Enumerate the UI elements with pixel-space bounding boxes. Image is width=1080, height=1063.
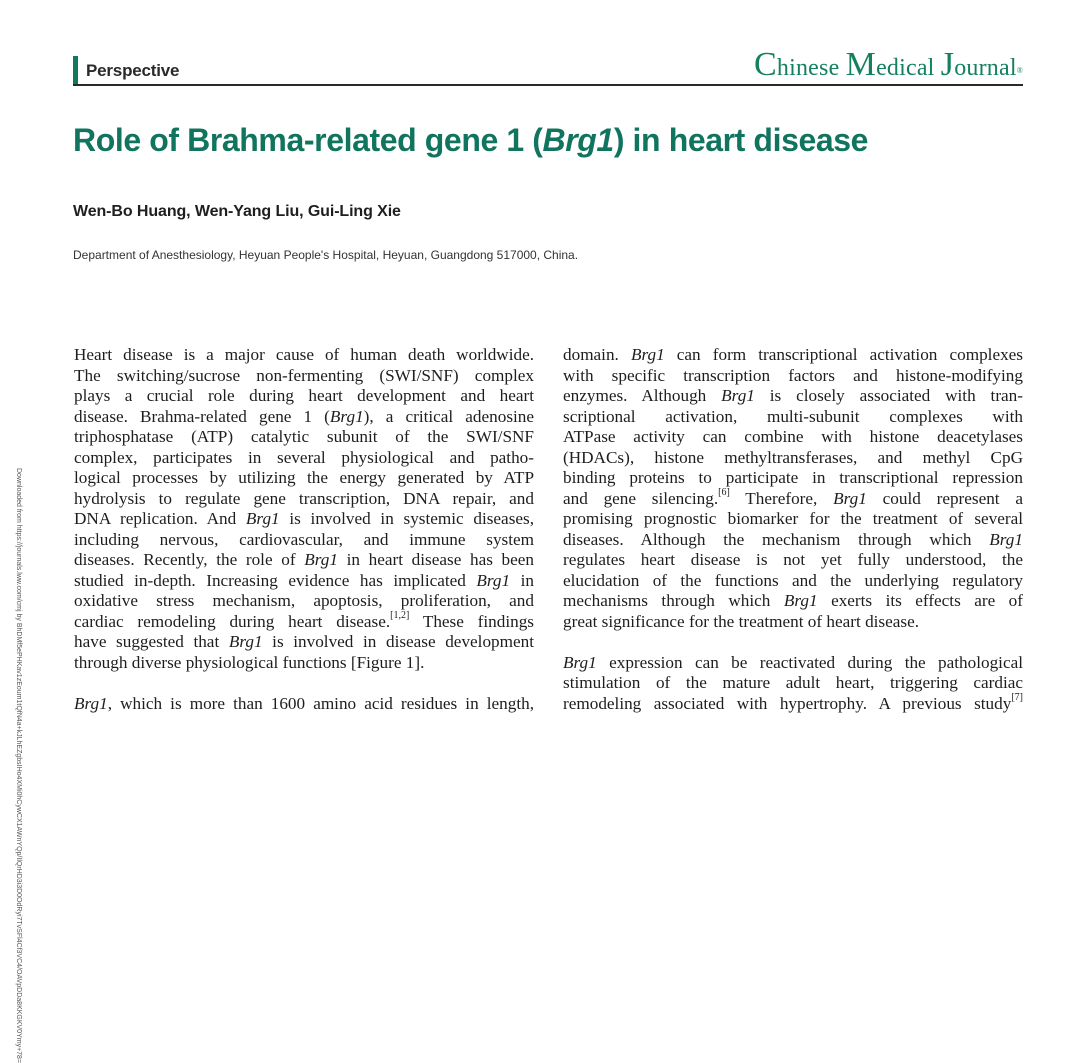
citation: [6] (718, 486, 730, 498)
text-line (74, 591, 534, 612)
text-segment: triphosphatase (ATP) catalytic subunit of the SWI/SNF (74, 427, 534, 446)
text-line (563, 530, 1023, 551)
author-list: Wen-Bo Huang, Wen-Yang Liu, Gui-Ling Xie (73, 203, 401, 220)
paragraph-gap (563, 632, 1023, 653)
gene-name: Brg1 (329, 406, 364, 426)
text-line (74, 345, 534, 366)
text-line (74, 509, 534, 530)
gene-name: Brg1 (721, 386, 755, 405)
text-segment: in heart disease has been (337, 550, 534, 569)
text-line (563, 550, 1023, 571)
text-segment: is involved in systemic diseases, (279, 509, 534, 528)
article-title (73, 122, 1033, 159)
text-line (74, 632, 534, 653)
text-segment: domain. (563, 345, 631, 364)
text-line (74, 407, 534, 428)
text-segment: enzymes. Although (563, 386, 722, 405)
citation: [7] (1011, 691, 1023, 703)
text-segment: complex, participates in several physiological and patho- (74, 447, 534, 467)
gene-name: Brg1 (476, 570, 511, 590)
text-segment: could represent a (866, 488, 1023, 508)
text-segment: is involved in disease development (262, 632, 534, 651)
text-line (563, 345, 1023, 366)
text-line (563, 612, 1023, 633)
text-segment: and gene silencing. (563, 488, 719, 508)
right-column (563, 345, 1023, 714)
text-segment: disease. Brahma-related gene 1 ( (74, 406, 330, 426)
text-segment: promising prognostic biomarker for the treatment of several (563, 509, 1023, 528)
text-line (74, 427, 534, 448)
text-segment: through diverse physiological functions [Figure 1]. (74, 652, 425, 672)
text-line (74, 489, 534, 510)
text-line (74, 468, 534, 489)
section-label: Perspective (73, 56, 179, 86)
gene-name: Brg1 (783, 591, 818, 610)
text-line (563, 407, 1023, 428)
text-segment: logical processes by utilizing the energy generated by ATP (74, 468, 534, 487)
gene-name: Brg1 (228, 632, 263, 651)
text-segment: great significance for the treatment of heart disease. (563, 611, 919, 631)
text-segment: Heart disease is a major cause of human death worldwide. (74, 345, 534, 364)
text-line (74, 386, 534, 407)
text-segment: can form transcriptional activation complexes (664, 345, 1023, 364)
text-line (563, 468, 1023, 489)
text-segment: binding proteins to participate in transcriptional repression (563, 468, 1023, 487)
text-segment: studied in-depth. Increasing evidence has implicated (74, 570, 477, 590)
text-line (563, 448, 1023, 469)
text-segment: expression can be reactivated during the pathological (596, 652, 1023, 672)
text-line (74, 366, 534, 387)
text-segment: , which is more than 1600 amino acid residues in length, (107, 693, 534, 713)
text-line (563, 366, 1023, 387)
text-segment: elucidation of the functions and the underlying regulatory (563, 570, 1023, 590)
text-segment: Therefore, (729, 488, 834, 508)
text-segment: diseases. Recently, the role of (74, 550, 305, 569)
text-segment: in (510, 570, 535, 590)
text-segment: is closely associated with tran- (754, 386, 1023, 405)
left-column (74, 345, 534, 714)
text-line (74, 609, 534, 633)
text-line (563, 571, 1023, 592)
text-segment: regulates heart disease is not yet fully understood, the (563, 550, 1023, 569)
text-segment: ATPase activity can combine with histone deacetylases (563, 427, 1023, 446)
gene-name: Brg1 (74, 693, 108, 713)
title-part-1: Role of Brahma-related gene 1 ( (73, 122, 543, 158)
text-line (563, 691, 1023, 715)
gene-name: Brg1 (304, 550, 338, 569)
gene-name: Brg1 (989, 529, 1023, 549)
text-line (74, 653, 534, 674)
paragraph-gap (74, 673, 534, 694)
text-segment: stimulation of the mature adult heart, triggering cardiac (563, 673, 1023, 692)
text-line (74, 448, 534, 469)
text-segment: mechanisms through which (563, 591, 784, 610)
title-gene: Brg1 (542, 122, 614, 158)
title-part-2: ) in heart disease (613, 122, 869, 158)
text-segment: scriptional activation, multi-subunit complexes with (563, 406, 1023, 426)
text-line (563, 673, 1023, 694)
text-segment: DNA replication. And (74, 509, 246, 528)
text-segment: These findings (409, 611, 534, 631)
text-line (563, 386, 1023, 407)
text-line (74, 530, 534, 551)
gene-name: Brg1 (833, 488, 867, 508)
download-watermark: Downloaded from https://journals.lww.com/cmj by BhDMf5ePHKav1zEoum1tQfN4a+kJLhEZgbsIHo4XMi0hCywCX1AWnYQp/IlQrHD3i3D0OdRyi7TvSFl4Cf3VC4/OAVpDDa8KKGKV0Ymy+78= (15, 468, 22, 1063)
text-segment: plays a crucial role during heart development and heart (74, 386, 534, 405)
text-segment: cardiac remodeling during heart disease. (74, 611, 391, 631)
header-rule (73, 84, 1023, 86)
text-line (563, 486, 1023, 510)
text-line (563, 509, 1023, 530)
text-segment: (HDACs), histone methyltransferases, and methyl CpG (563, 447, 1023, 467)
text-segment: ), a critical adenosine (363, 406, 535, 426)
gene-name: Brg1 (563, 652, 597, 672)
text-segment: remodeling associated with hypertrophy. A previous study (563, 693, 1012, 713)
text-line (563, 427, 1023, 448)
gene-name: Brg1 (630, 345, 665, 364)
text-segment: exerts its effects are of (817, 591, 1023, 610)
text-segment: with specific transcription factors and histone-modifying (563, 365, 1023, 385)
text-line (563, 591, 1023, 612)
journal-logo: Chinese Medical Journal® (754, 46, 1023, 83)
text-line (74, 550, 534, 571)
citation: [1,2] (390, 609, 410, 621)
registered-mark: ® (1016, 66, 1023, 75)
text-segment: diseases. Although the mechanism through which (563, 529, 990, 549)
text-segment: including nervous, cardiovascular, and immune system (74, 529, 534, 549)
text-segment: The switching/sucrose non-fermenting (SWI/SNF) complex (74, 365, 534, 385)
text-segment: hydrolysis to regulate gene transcription, DNA repair, and (74, 488, 534, 508)
text-line (74, 694, 534, 715)
text-line (74, 571, 534, 592)
text-segment: have suggested that (74, 632, 229, 651)
gene-name: Brg1 (245, 509, 280, 528)
affiliation: Department of Anesthesiology, Heyuan People's Hospital, Heyuan, Guangdong 517000, China. (73, 248, 579, 262)
text-segment: oxidative stress mechanism, apoptosis, proliferation, and (74, 591, 534, 610)
text-line (563, 653, 1023, 674)
